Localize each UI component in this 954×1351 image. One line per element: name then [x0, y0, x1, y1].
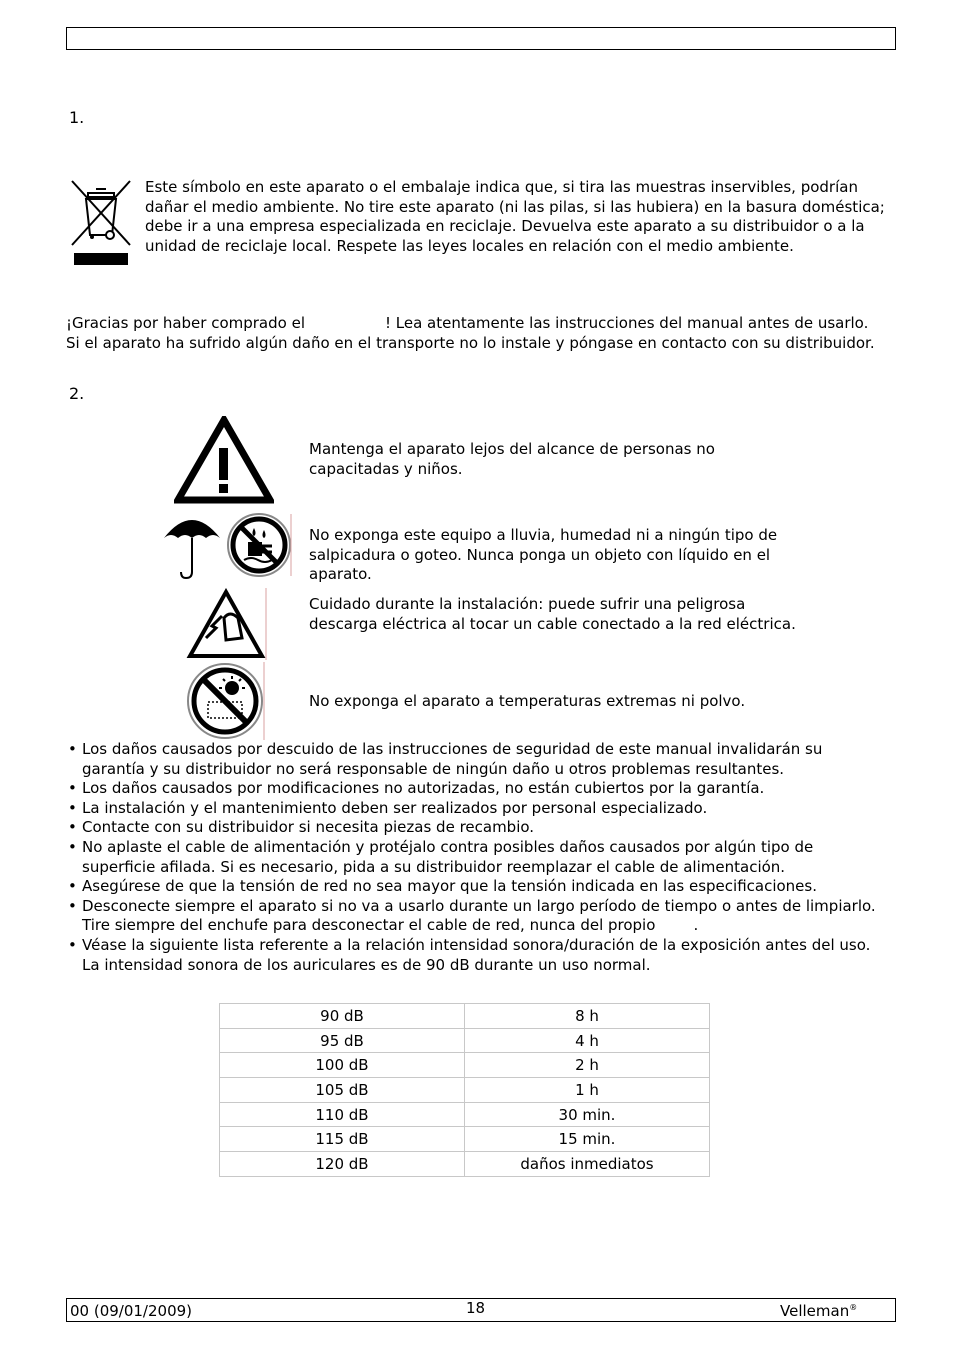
list-item: • Los daños causados por descuido de las instrucciones de seguridad de este manual invalidarán su garantía y su distribuidor no será responsable de ningún daño u otros problemas resultantes. — [68, 740, 823, 778]
table-row — [220, 1053, 710, 1078]
warning-triangle-icon — [174, 416, 274, 508]
bullet-text: Véase la siguiente lista referente a la relación intensidad sonora/duración de la exposición antes del uso. La intensidad sonora de los auriculares es de 90 dB durante un uso normal. — [82, 935, 871, 974]
bullet-text: Desconecte siempre el aparato si no va a usarlo durante un largo período de tiempo o antes de limpiarlo. Tire siempre del enchufe para desconectar el cable de red, nunca del propio . — [82, 896, 881, 935]
table-cell: 30 min. — [465, 1102, 710, 1127]
list-item: • La instalación y el mantenimiento deben ser realizados por personal especializado. — [68, 798, 708, 817]
table-cell: 95 dB — [220, 1028, 465, 1053]
table-cell: 4 h — [465, 1028, 710, 1053]
bullet-text: Los daños causados por descuido de las instrucciones de seguridad de este manual invalidarán su garantía y su distribuidor no será responsable de ningún daño u otros problemas resultantes. — [82, 740, 823, 778]
page-number: 18 — [466, 1299, 486, 1317]
table-row — [220, 1127, 710, 1152]
weee-bin-icon — [70, 179, 132, 273]
thanks-part2: ! Lea atentamente las instrucciones del manual antes de usarlo. Si el aparato ha sufrido algún daño en el transporte no lo instale y póngase en contacto con su distribuidor. — [66, 314, 875, 352]
thanks-paragraph — [66, 314, 886, 353]
no-heat-dust-icon — [186, 662, 266, 744]
header-box — [66, 27, 896, 50]
table-cell: 120 dB — [220, 1152, 465, 1177]
registered-mark: ® — [849, 1303, 858, 1312]
table-cell: 8 h — [465, 1004, 710, 1029]
list-item: • Desconecte siempre el aparato si no va a usarlo durante un largo período de tiempo o antes de limpiarlo. Tire siempre del enchufe para desconectar el cable de red, nunca del propio . — [68, 896, 881, 935]
bullet-text: Contacte con su distribuidor si necesita piezas de recambio. — [82, 818, 535, 837]
table-row — [220, 1028, 710, 1053]
table-cell: 115 dB — [220, 1127, 465, 1152]
table-cell: 110 dB — [220, 1102, 465, 1127]
list-item: • Los daños causados por modificaciones no autorizadas, no están cubiertos por la garantía. — [68, 779, 765, 798]
warning-text: No exponga este equipo a lluvia, humedad ni a ningún tipo de salpicadura o goteo. Nunca ponga un objeto con líquido en el aparato. — [309, 526, 778, 584]
table-cell: 100 dB — [220, 1053, 465, 1078]
no-moisture-icon — [224, 512, 294, 582]
table-cell: daños inmediatos — [465, 1152, 710, 1177]
table-row — [220, 1004, 710, 1029]
list-item: • Contacte con su distribuidor si necesita piezas de recambio. — [68, 818, 535, 837]
bullet-text: No aplaste el cable de alimentación y protéjalo contra posibles daños causados por algún tipo de superficie afilada. Si es necesario, pida a su distribuidor reemplazar el cable de alimentación. — [82, 837, 814, 876]
table-cell: 15 min. — [465, 1127, 710, 1152]
table-row — [220, 1078, 710, 1103]
table-cell: 105 dB — [220, 1078, 465, 1103]
table-cell: 2 h — [465, 1053, 710, 1078]
environment-text: Este símbolo en este aparato o el embalaje indica que, si tira las muestras inservibles, podrían dañar el medio ambiente. No tire este aparato (ni las pilas, si las hubiera) en la basura doméstica; debe ir a una empresa especializada en reciclaje. Devuelva este aparato a su distribuidor o a la unidad de reciclaje local. Respete las leyes locales en relación con el medio ambiente. — [145, 178, 885, 255]
list-item: • Asegúrese de que la tensión de red no sea mayor que la tensión indicada en las especificaciones. — [68, 877, 817, 896]
warning-text: No exponga el aparato a temperaturas extremas ni polvo. — [309, 692, 746, 710]
sound-exposure-table — [219, 1003, 710, 1177]
warning-text: Cuidado durante la instalación: puede sufrir una peligrosa descarga eléctrica al tocar un cable conectado a la red eléctrica. — [309, 595, 796, 633]
section-number: 2. — [69, 384, 85, 403]
bullet-text: La instalación y el mantenimiento deben ser realizados por personal especializado. — [82, 798, 708, 817]
bullet-text: Asegúrese de que la tensión de red no sea mayor que la tensión indicada en las especificaciones. — [82, 877, 817, 896]
footer-version: 00 (09/01/2009) — [70, 1302, 193, 1320]
bullet-text: Los daños causados por modificaciones no autorizadas, no están cubiertos por la garantía. — [82, 779, 765, 798]
list-item: • No aplaste el cable de alimentación y protéjalo contra posibles daños causados por algún tipo de superficie afilada. Si es necesario, pida a su distribuidor reemplazar el cable de alimentación. — [68, 837, 814, 876]
table-cell: 90 dB — [220, 1004, 465, 1029]
umbrella-icon — [162, 510, 222, 584]
section-number: 1. — [69, 108, 85, 127]
footer-brand — [780, 1302, 857, 1320]
warning-text: Mantenga el aparato lejos del alcance de personas no capacitadas y niños. — [309, 440, 715, 478]
electric-shock-icon — [186, 588, 268, 664]
safety-bullet-list — [66, 740, 886, 975]
brand-name: Velleman — [780, 1302, 850, 1320]
list-item: • Véase la siguiente lista referente a la relación intensidad sonora/duración de la exposición antes del uso. La intensidad sonora de los auriculares es de 90 dB durante un uso normal. — [68, 935, 871, 974]
table-row — [220, 1102, 710, 1127]
table-row — [220, 1152, 710, 1177]
thanks-part1: ¡Gracias por haber comprado el — [66, 314, 305, 332]
table-cell: 1 h — [465, 1078, 710, 1103]
